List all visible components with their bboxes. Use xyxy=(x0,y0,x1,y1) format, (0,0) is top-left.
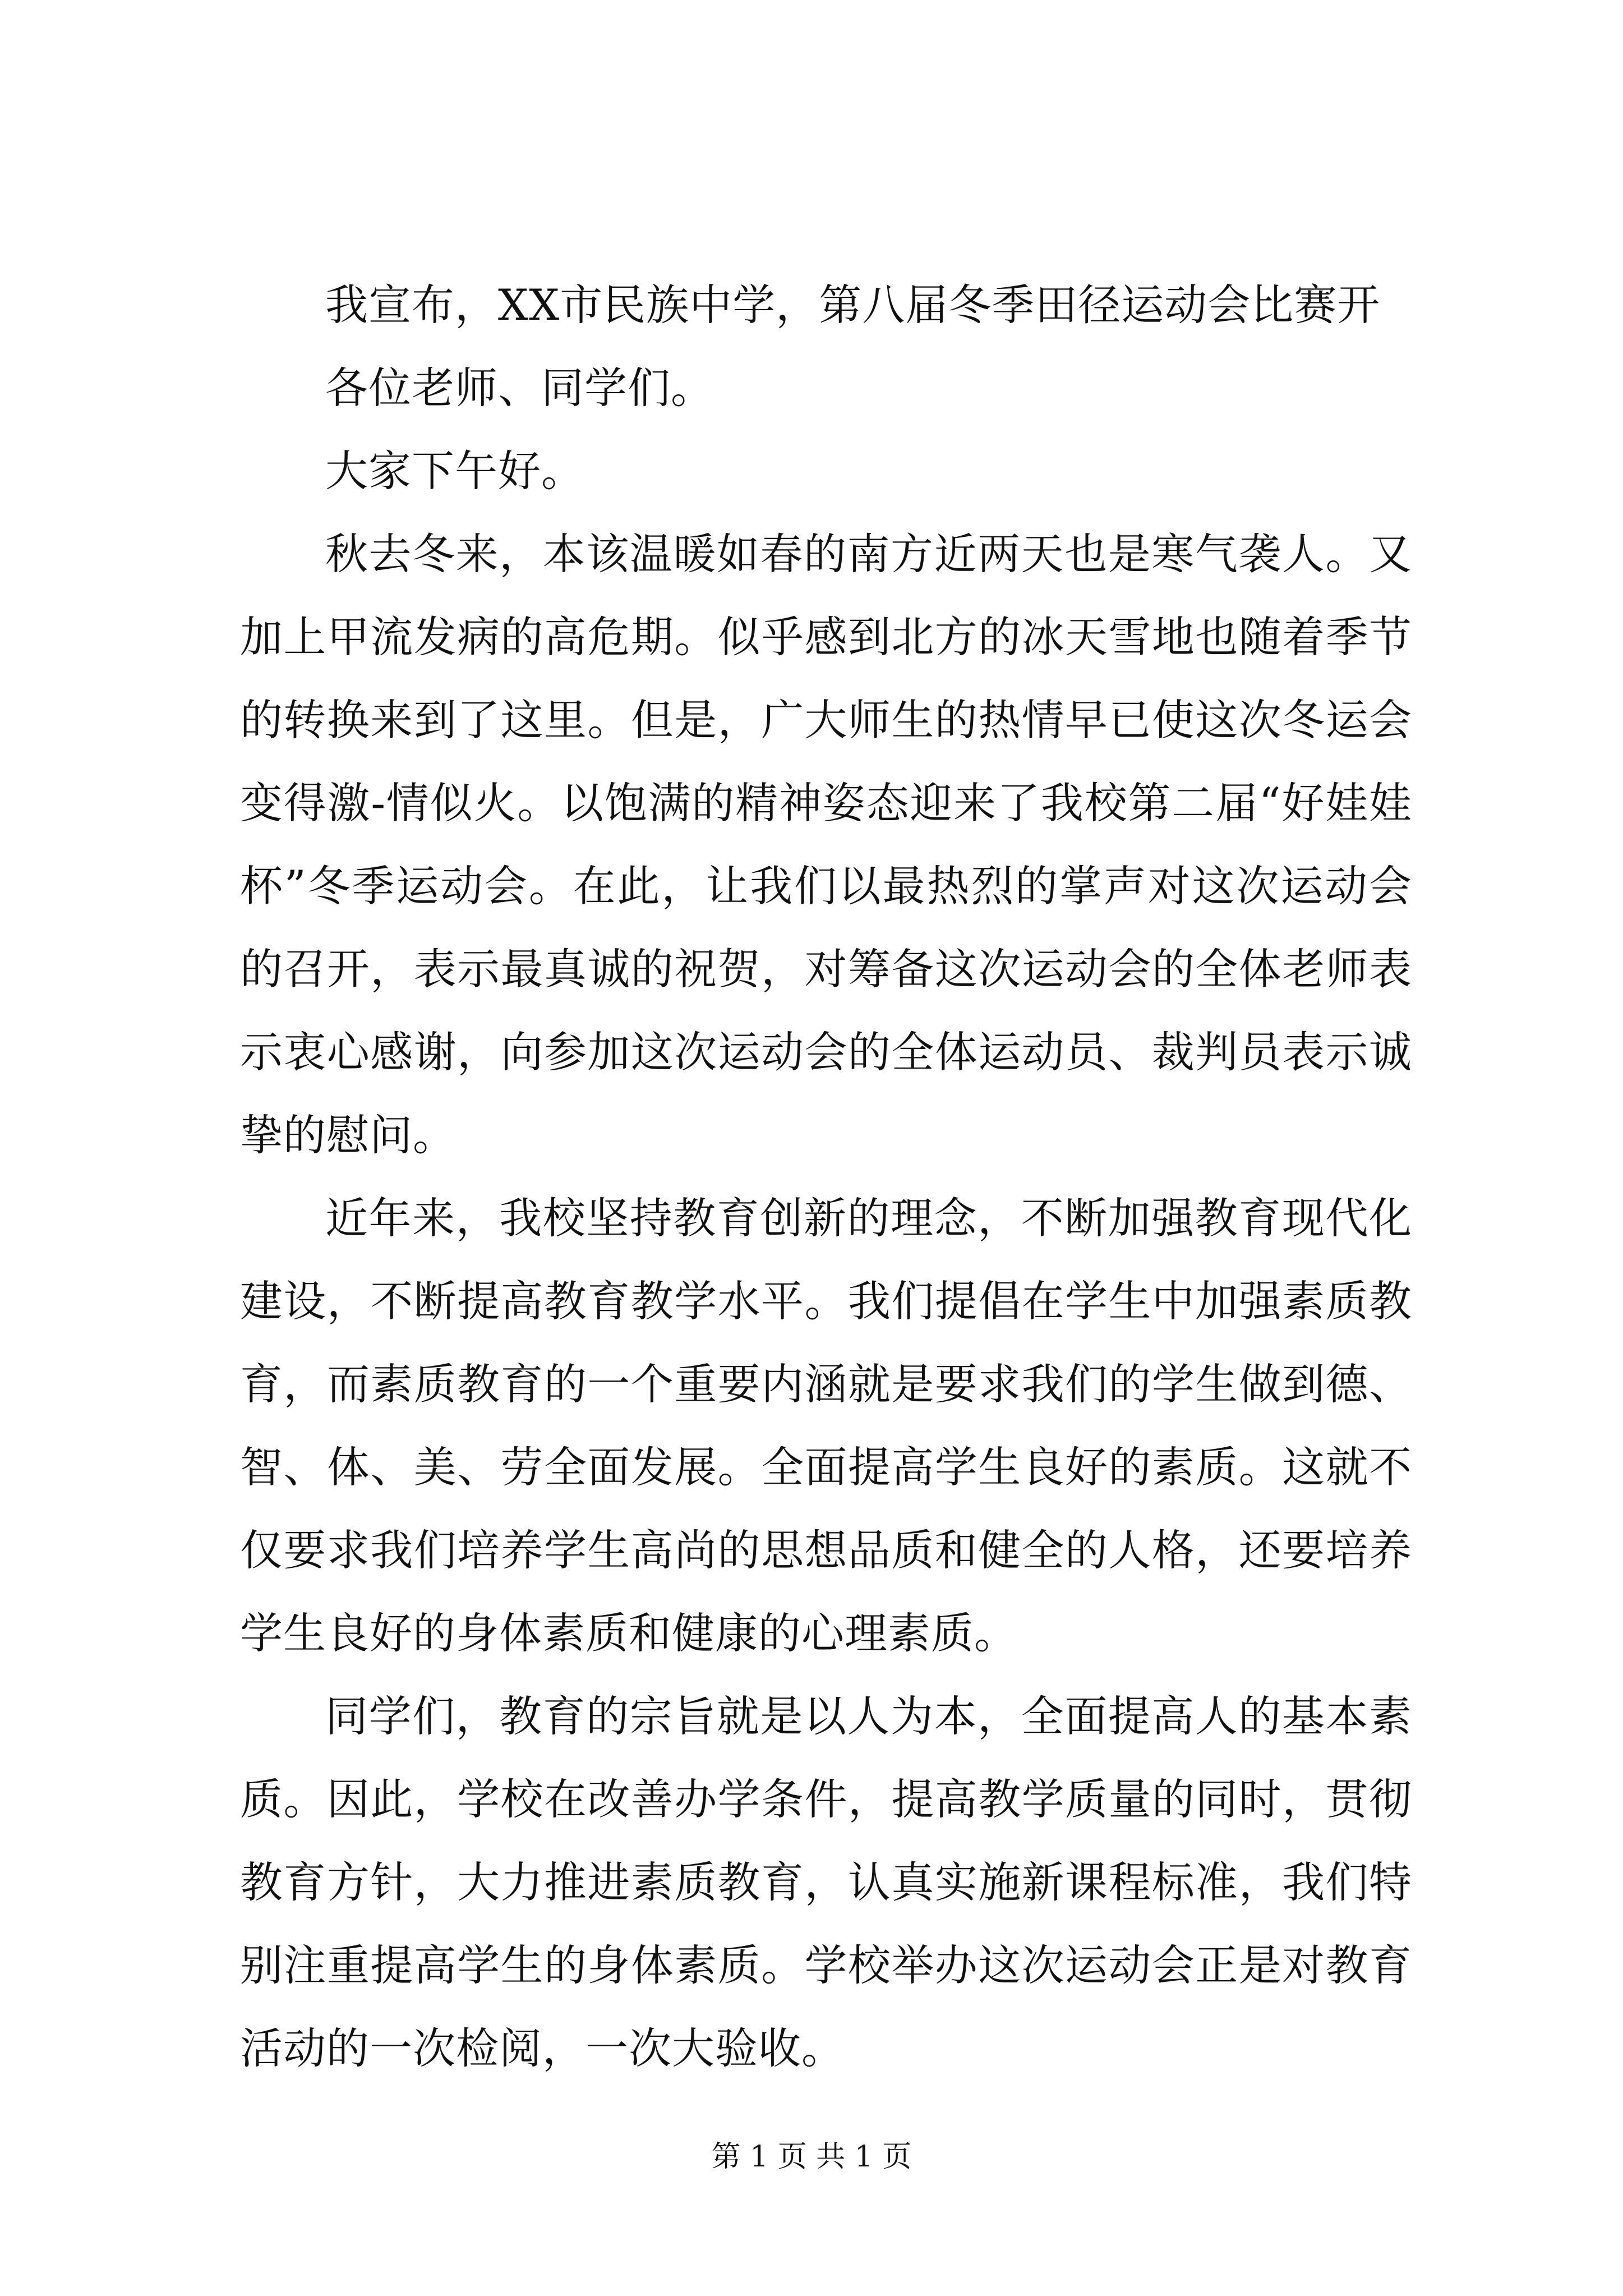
paragraph-education-purpose: 同学们，教育的宗旨就是以人为本，全面提高人的基本素质。因此，学校在改善办学条件，提高教学质量的同时，贯彻教育方针，大力推进素质教育，认真实施新课程标准，我们特别注重提高学生的身体素质。学校举办这次运动会正是对教育活动的一次检阅，一次大验收。 xyxy=(240,1691,1412,2073)
document-body xyxy=(240,264,1412,2090)
paragraph-salutation: 各位老师、同学们。 xyxy=(325,363,714,413)
paragraph-opening: 秋去冬来，本该温暖如春的南方近两天也是寒气袭人。又加上甲流发病的高危期。似乎感到北方的冰天雪地也随着季节的转换来到了这里。但是，广大师生的热情早已使这次冬运会变得激-情似火。以饱满的精神姿态迎来了我校第二届“好娃娃杯”冬季运动会。在此，让我们以最热烈的掌声对这次运动会的召开，表示最真诚的祝贺，对筹备这次运动会的全体老师表示衷心感谢，向参加这次运动会的全体运动员、裁判员表示诚挚的慰问。 xyxy=(240,529,1412,1160)
page-footer: 第 1 页 共 1 页 xyxy=(711,2140,912,2174)
paragraph-greeting: 大家下午好。 xyxy=(325,446,584,496)
paragraph-education-philosophy: 近年来，我校坚持教育创新的理念，不断加强教育现代化建设，不断提高教育教学水平。我们提倡在学生中加强素质教育，而素质教育的一个重要内涵就是要求我们的学生做到德、智、体、美、劳全面发展。全面提高学生良好的素质。这就不仅要求我们培养学生高尚的思想品质和健全的人格，还要培养学生良好的身体素质和健康的心理素质。 xyxy=(240,1193,1412,1658)
paragraph-announcement: 我宣布，XX市民族中学，第八届冬季田径运动会比赛开 xyxy=(325,280,1381,330)
